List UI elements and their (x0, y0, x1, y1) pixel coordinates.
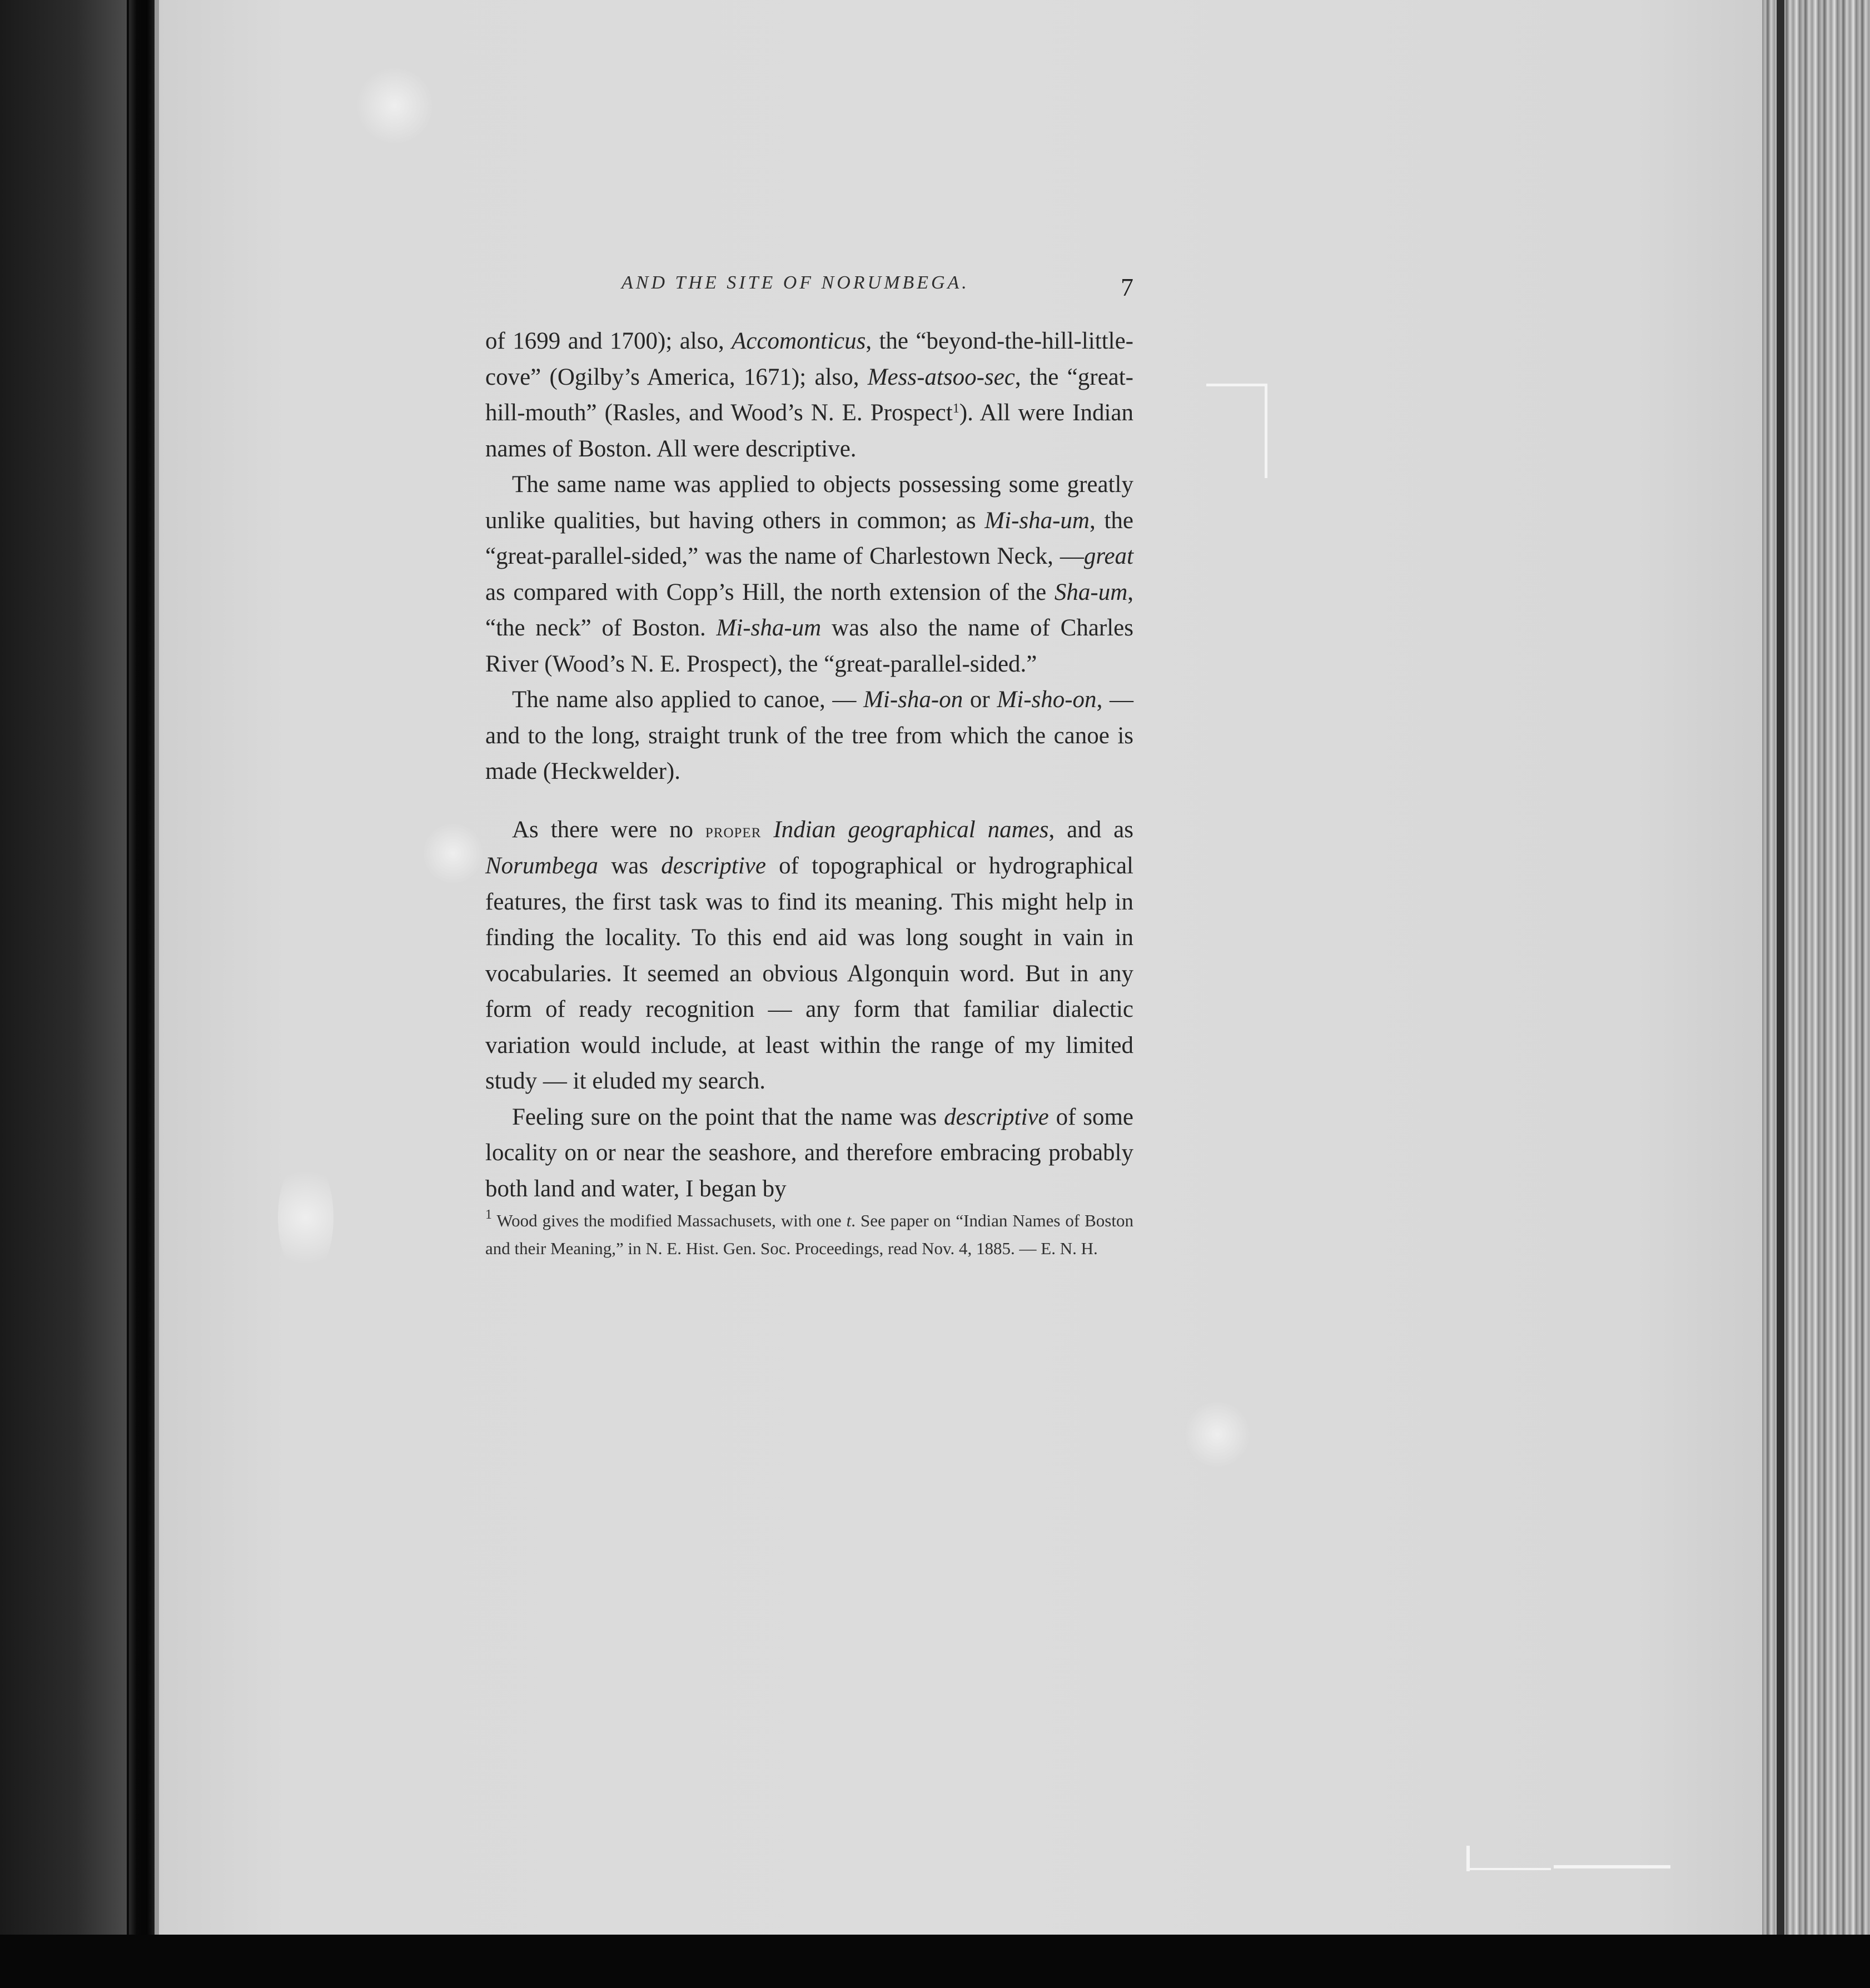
paragraph-2: The same name was applied to objects possessing some greatly unlike qualities, but having others in common; as Mi-sha-um, the “great-parallel-sided,” was the name of Charlestown Neck, —great as compared with Copp’s Hill, the north extension of the Sha-um, “the neck” of Boston. Mi-sha-um was also the name of Charles River (Wood’s N. E. Prospect), the “great-parallel-sided.” (485, 471, 1133, 677)
paragraph-1: of 1699 and 1700); also, Accomonticus, the “beyond-the-hill-little-cove” (Ogilby’s America, 1671); also, Mess-atsoo-sec, the “great-hill-mouth” (Rasles, and Wood’s N. E. Prospect$^1$). All were Indian names of Boston. All were descriptive. (485, 328, 1134, 462)
footnote: $^1$ Wood gives the modified Massachusets, with one t. See paper on “Indian Names of Boston and their Meaning,” in N. E. Hist. Gen. Soc. Proceedings, read Nov. 4, 1885. — E. N. H. (485, 1207, 1133, 1258)
gutter-edge-line (155, 0, 159, 1946)
book-gutter-shadow (129, 0, 155, 1946)
footnote-marker: 1 (485, 1207, 492, 1222)
body-text (485, 324, 1133, 1263)
dust-spot (1184, 1401, 1251, 1468)
paragraph-4: As there were no proper Indian geographical names, and as Norumbega was descriptive of topographical or hydrographical features, the first task was to find its meaning. This might help in finding the locality. To this end aid was long sought in vain in vocabularies. It seemed an obvious Algonquin word. But in any form of ready recognition — any form that familiar dialectic variation would include, at least within the range of my limited study — it eluded my search. (485, 816, 1134, 1094)
scan-artifact-line (1554, 1865, 1670, 1868)
left-scanner-margin (0, 0, 127, 1935)
scan-artifact-line (1468, 1868, 1551, 1870)
running-title: AND THE SITE OF NORUMBEGA. (621, 272, 969, 293)
dust-spot (278, 1156, 334, 1279)
running-head (485, 267, 1133, 300)
page-edges-shadow (1777, 0, 1784, 1946)
bottom-scanner-margin (0, 1935, 1870, 1988)
scan-artifact-tick (1466, 1846, 1470, 1871)
dust-spot (356, 67, 434, 145)
dust-spot (422, 823, 484, 884)
paragraph-5: Feeling sure on the point that the name was descriptive of some locality on or near the seashore, and therefore embracing probably both land and water, I began by (485, 1104, 1133, 1202)
scan-artifact-bracket (1265, 384, 1267, 478)
footnote-reference: 1 (952, 401, 959, 416)
page-number: 7 (1121, 273, 1133, 301)
paragraph-3: The name also applied to canoe, — Mi-sha-on or Mi-sho-on, — and to the long, straight trunk of the tree from which the canoe is made (Heckwelder). (485, 687, 1133, 784)
scan-artifact-bracket (1206, 384, 1267, 386)
